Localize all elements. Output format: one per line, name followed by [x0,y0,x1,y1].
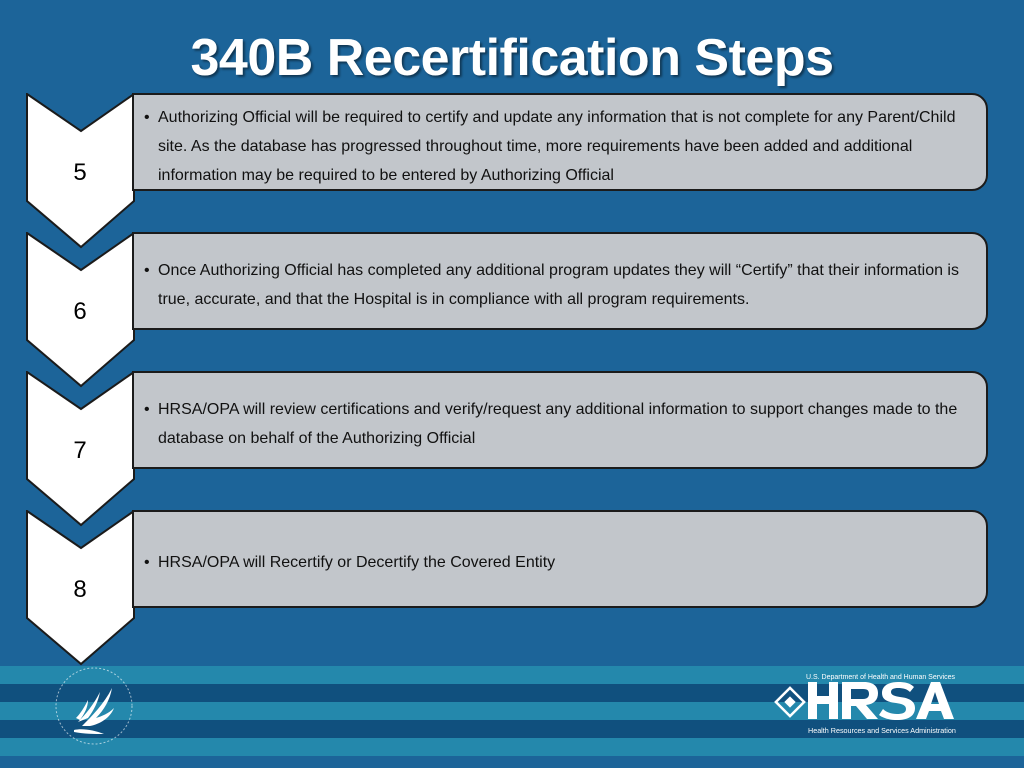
step-description: HRSA/OPA will review certifications and verify/request any additional information to support changes made to the database on behalf of the Authorizing Official [158,401,958,447]
hrsa-logo [774,671,984,741]
step-text [144,548,978,577]
step-chevron-5 [26,93,136,249]
slide-title: 340B Recertification Steps [190,29,834,87]
step-box-5 [132,93,988,191]
step-description: HRSA/OPA will Recertify or Decertify the Covered Entity [158,554,556,571]
step-number: 7 [73,437,87,464]
step-box-7 [132,371,988,469]
step-box-6 [132,232,988,330]
step-number: 8 [73,576,87,603]
bullet-glyph: • [144,401,150,418]
bullet-glyph: • [144,109,150,126]
step-text [144,256,978,314]
step-text [144,395,978,453]
step-text [144,103,978,190]
svg-text:U.S. Department of Health and: U.S. Department of Health and Human Services [806,674,956,681]
step-number: 6 [73,298,87,325]
step-description: Once Authorizing Official has completed any additional program updates they will “Certify” that their information is true, accurate, and that the Hospital is in compliance with all program requirements. [158,262,959,308]
step-box-8 [132,510,988,608]
step-chevron-8 [26,510,136,666]
svg-text:Health Resources and Services: Health Resources and Services Administration [808,726,956,735]
step-chevron-6 [26,232,136,388]
step-number: 5 [73,159,87,186]
step-chevron-7 [26,371,136,527]
step-description: Authorizing Official will be required to certify and update any information that is not complete for any Parent/Child site. As the database has progressed throughout time, more requirements have been added and additional information may be required to be entered by Authorizing Official [158,109,956,184]
bullet-glyph: • [144,262,150,279]
hhs-eagle-seal-icon [52,664,136,753]
bullet-glyph: • [144,554,150,571]
